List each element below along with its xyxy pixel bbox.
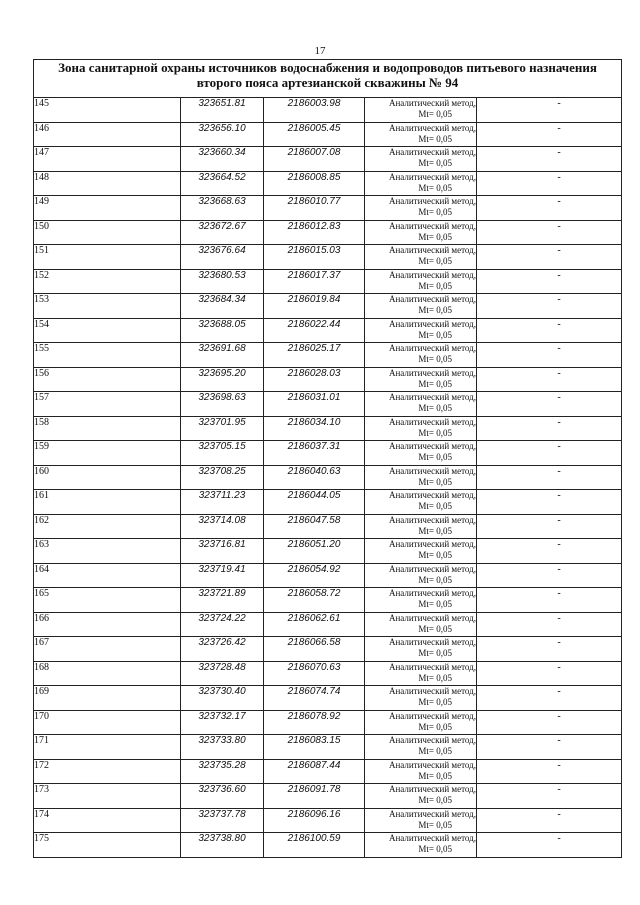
coord-y: 2186005.45 [264,122,365,147]
method-accuracy: Mt= 0,05 [418,109,452,119]
method-accuracy: Mt= 0,05 [418,721,452,732]
point-number: 151 [34,245,181,270]
method-name: Аналитический метод, [388,784,476,794]
coord-x: 323691.68 [181,343,264,368]
table-row [34,661,622,686]
table-row [34,808,622,833]
description-value: - [557,686,561,697]
table-row [34,563,622,588]
method-accuracy: Mt= 0,05 [418,844,452,854]
method-accuracy: Mt= 0,05 [418,403,452,413]
method-accuracy: Mt= 0,05 [418,770,452,781]
coord-y: 2186091.78 [264,784,365,809]
coord-x: 323676.64 [181,245,264,270]
description-cell [477,759,622,784]
method-cell [365,612,477,637]
description-cell [477,441,622,466]
point-number: 145 [34,98,181,123]
description-value: - [557,612,561,624]
description-value: - [557,735,561,746]
method-cell [365,441,477,466]
description-value: - [557,759,561,771]
point-number: 161 [34,490,181,515]
description-cell [477,245,622,270]
coord-x: 323684.34 [181,294,264,319]
description-cell [477,294,622,319]
method-name: Аналитический метод, [388,367,476,378]
coord-y: 2186015.03 [264,245,365,270]
table-row [34,710,622,735]
method-cell [365,539,477,564]
description-cell [477,122,622,147]
method-name: Аналитический метод, [388,539,476,549]
description-value: - [557,490,561,501]
table-row [34,122,622,147]
table-row [34,784,622,809]
table-row [34,147,622,172]
description-cell [477,367,622,392]
method-name: Аналитический метод, [388,637,476,647]
coord-y: 2186040.63 [264,465,365,490]
point-number: 150 [34,220,181,245]
method-name: Аналитический метод, [388,147,476,157]
coord-y: 2186028.03 [264,367,365,392]
coord-x: 323680.53 [181,269,264,294]
description-value: - [557,784,561,795]
point-number: 146 [34,122,181,147]
method-accuracy: Mt= 0,05 [418,819,452,830]
coord-x: 323688.05 [181,318,264,343]
method-accuracy: Mt= 0,05 [418,231,452,242]
method-accuracy: Mt= 0,05 [418,476,452,487]
description-cell [477,392,622,417]
description-value: - [557,147,561,158]
description-value: - [557,392,561,403]
method-accuracy: Mt= 0,05 [418,795,452,805]
method-cell [365,759,477,784]
point-number: 147 [34,147,181,172]
method-accuracy: Mt= 0,05 [418,280,452,291]
method-name: Аналитический метод, [388,98,476,108]
coord-y: 2186022.44 [264,318,365,343]
method-cell [365,808,477,833]
point-number: 163 [34,539,181,564]
table-row [34,441,622,466]
method-cell [365,245,477,270]
description-cell [477,539,622,564]
description-value: - [557,122,561,134]
description-cell [477,98,622,123]
method-name: Аналитический метод, [388,171,476,182]
table-row [34,367,622,392]
description-cell [477,563,622,588]
coord-x: 323651.81 [181,98,264,123]
method-accuracy: Mt= 0,05 [418,207,452,217]
method-cell [365,686,477,711]
point-number: 156 [34,367,181,392]
description-value: - [557,343,561,354]
description-value: - [557,318,561,330]
description-value: - [557,808,561,820]
method-accuracy: Mt= 0,05 [418,648,452,658]
method-accuracy: Mt= 0,05 [418,427,452,438]
description-cell [477,735,622,760]
table-row [34,735,622,760]
description-value: - [557,465,561,477]
point-number: 171 [34,735,181,760]
method-name: Аналитический метод, [388,294,476,304]
point-number: 172 [34,759,181,784]
description-value: - [557,367,561,379]
description-value: - [557,220,561,232]
coord-y: 2186025.17 [264,343,365,368]
coord-x: 323721.89 [181,588,264,613]
coord-x: 323705.15 [181,441,264,466]
coord-y: 2186062.61 [264,612,365,637]
method-cell [365,588,477,613]
method-accuracy: Mt= 0,05 [418,501,452,511]
coord-y: 2186003.98 [264,98,365,123]
method-accuracy: Mt= 0,05 [418,378,452,389]
method-name: Аналитический метод, [388,661,476,672]
method-cell [365,294,477,319]
table-row [34,343,622,368]
method-name: Аналитический метод, [388,833,476,843]
description-value: - [557,294,561,305]
coord-y: 2186074.74 [264,686,365,711]
description-value: - [557,441,561,452]
coord-x: 323660.34 [181,147,264,172]
description-value: - [557,710,561,722]
point-number: 168 [34,661,181,686]
table-row [34,416,622,441]
table-row [34,392,622,417]
description-cell [477,490,622,515]
method-name: Аналитический метод, [388,220,476,231]
coord-x: 323737.78 [181,808,264,833]
coord-y: 2186066.58 [264,637,365,662]
table-row [34,465,622,490]
point-number: 148 [34,171,181,196]
table-row [34,514,622,539]
title-row [34,60,622,98]
point-number: 170 [34,710,181,735]
coord-y: 2186054.92 [264,563,365,588]
coord-y: 2186087.44 [264,759,365,784]
description-value: - [557,637,561,648]
method-cell [365,735,477,760]
description-cell [477,833,622,858]
table-row [34,98,622,123]
method-name: Аналитический метод, [388,686,476,696]
method-cell [365,465,477,490]
coord-y: 2186047.58 [264,514,365,539]
method-cell [365,122,477,147]
table-row [34,294,622,319]
method-accuracy: Mt= 0,05 [418,672,452,683]
method-cell [365,367,477,392]
coord-x: 323708.25 [181,465,264,490]
coord-x: 323701.95 [181,416,264,441]
point-number: 154 [34,318,181,343]
description-value: - [557,539,561,550]
description-value: - [557,833,561,844]
coord-y: 2186012.83 [264,220,365,245]
table-row [34,318,622,343]
method-name: Аналитический метод, [388,612,476,623]
description-cell [477,588,622,613]
point-number: 174 [34,808,181,833]
coord-x: 323736.60 [181,784,264,809]
method-name: Аналитический метод, [388,710,476,721]
description-value: - [557,661,561,673]
point-number: 165 [34,588,181,613]
method-cell [365,710,477,735]
coord-y: 2186070.63 [264,661,365,686]
method-name: Аналитический метод, [388,441,476,451]
coord-y: 2186037.31 [264,441,365,466]
method-name: Аналитический метод, [388,563,476,574]
method-name: Аналитический метод, [388,490,476,500]
point-number: 166 [34,612,181,637]
point-number: 160 [34,465,181,490]
point-number: 164 [34,563,181,588]
method-cell [365,171,477,196]
table-row [34,539,622,564]
coord-y: 2186096.16 [264,808,365,833]
description-cell [477,343,622,368]
method-name: Аналитический метод, [388,343,476,353]
method-name: Аналитический метод, [388,245,476,255]
coord-x: 323733.80 [181,735,264,760]
method-name: Аналитический метод, [388,392,476,402]
description-cell [477,147,622,172]
method-cell [365,784,477,809]
point-number: 155 [34,343,181,368]
point-number: 169 [34,686,181,711]
method-name: Аналитический метод, [388,759,476,770]
coord-x: 323724.22 [181,612,264,637]
table-row [34,833,622,858]
method-cell [365,833,477,858]
method-accuracy: Mt= 0,05 [418,329,452,340]
table-row [34,269,622,294]
description-cell [477,220,622,245]
table-row [34,759,622,784]
description-cell [477,612,622,637]
point-number: 159 [34,441,181,466]
method-name: Аналитический метод, [388,122,476,133]
coord-x: 323656.10 [181,122,264,147]
method-accuracy: Mt= 0,05 [418,133,452,144]
method-cell [365,490,477,515]
coord-x: 323728.48 [181,661,264,686]
table-row [34,686,622,711]
coord-y: 2186019.84 [264,294,365,319]
point-number: 173 [34,784,181,809]
method-accuracy: Mt= 0,05 [418,354,452,364]
coord-y: 2186083.15 [264,735,365,760]
coord-x: 323714.08 [181,514,264,539]
method-name: Аналитический метод, [388,465,476,476]
table-title: Зона санитарной охраны источников водоснабжения и водопроводов питьевого назначения второго пояса артезианской скважины № 94 [34,60,622,98]
description-cell [477,416,622,441]
method-cell [365,269,477,294]
table-row [34,637,622,662]
method-name: Аналитический метод, [388,514,476,525]
description-value: - [557,514,561,526]
description-value: - [557,588,561,599]
method-cell [365,147,477,172]
description-value: - [557,171,561,183]
description-value: - [557,245,561,256]
description-cell [477,637,622,662]
coord-y: 2186044.05 [264,490,365,515]
point-number: 175 [34,833,181,858]
method-name: Аналитический метод, [388,588,476,598]
method-cell [365,220,477,245]
coordinates-table [33,59,622,858]
coord-x: 323735.28 [181,759,264,784]
table-row [34,196,622,221]
coord-x: 323716.81 [181,539,264,564]
coord-x: 323698.63 [181,392,264,417]
coord-x: 323732.17 [181,710,264,735]
point-number: 167 [34,637,181,662]
method-accuracy: Mt= 0,05 [418,746,452,756]
description-value: - [557,269,561,281]
description-cell [477,465,622,490]
point-number: 162 [34,514,181,539]
method-cell [365,661,477,686]
description-cell [477,269,622,294]
method-name: Аналитический метод, [388,416,476,427]
table-row [34,220,622,245]
coord-y: 2186078.92 [264,710,365,735]
table-row [34,588,622,613]
method-accuracy: Mt= 0,05 [418,158,452,168]
table-row [34,490,622,515]
point-number: 149 [34,196,181,221]
point-number: 157 [34,392,181,417]
method-name: Аналитический метод, [388,196,476,206]
method-accuracy: Mt= 0,05 [418,305,452,315]
description-cell [477,318,622,343]
method-accuracy: Mt= 0,05 [418,182,452,193]
description-cell [477,661,622,686]
coord-y: 2186051.20 [264,539,365,564]
point-number: 152 [34,269,181,294]
coord-x: 323672.67 [181,220,264,245]
description-cell [477,686,622,711]
coord-x: 323738.80 [181,833,264,858]
description-value: - [557,416,561,428]
coord-y: 2186017.37 [264,269,365,294]
description-cell [477,196,622,221]
method-cell [365,343,477,368]
method-cell [365,98,477,123]
coord-x: 323695.20 [181,367,264,392]
coord-y: 2186031.01 [264,392,365,417]
description-value: - [557,98,561,109]
method-cell [365,318,477,343]
method-name: Аналитический метод, [388,808,476,819]
method-cell [365,563,477,588]
description-cell [477,784,622,809]
method-accuracy: Mt= 0,05 [418,697,452,707]
table-row [34,171,622,196]
table-row [34,612,622,637]
method-name: Аналитический метод, [388,735,476,745]
coord-y: 2186010.77 [264,196,365,221]
method-accuracy: Mt= 0,05 [418,525,452,536]
method-accuracy: Mt= 0,05 [418,550,452,560]
coord-x: 323664.52 [181,171,264,196]
method-accuracy: Mt= 0,05 [418,574,452,585]
description-cell [477,808,622,833]
coord-y: 2186034.10 [264,416,365,441]
description-cell [477,514,622,539]
page-number: 17 [314,45,326,57]
method-cell [365,514,477,539]
coord-x: 323711.23 [181,490,264,515]
coord-y: 2186007.08 [264,147,365,172]
coord-y: 2186100.59 [264,833,365,858]
method-cell [365,196,477,221]
table-row [34,245,622,270]
method-name: Аналитический метод, [388,318,476,329]
coord-x: 323730.40 [181,686,264,711]
coord-x: 323719.41 [181,563,264,588]
description-value: - [557,563,561,575]
method-cell [365,392,477,417]
coord-x: 323668.63 [181,196,264,221]
method-accuracy: Mt= 0,05 [418,599,452,609]
description-cell [477,710,622,735]
method-cell [365,637,477,662]
method-name: Аналитический метод, [388,269,476,280]
method-cell [365,416,477,441]
coord-y: 2186058.72 [264,588,365,613]
method-accuracy: Mt= 0,05 [418,256,452,266]
method-accuracy: Mt= 0,05 [418,452,452,462]
description-cell [477,171,622,196]
point-number: 158 [34,416,181,441]
coord-x: 323726.42 [181,637,264,662]
point-number: 153 [34,294,181,319]
description-value: - [557,196,561,207]
method-accuracy: Mt= 0,05 [418,623,452,634]
coord-y: 2186008.85 [264,171,365,196]
